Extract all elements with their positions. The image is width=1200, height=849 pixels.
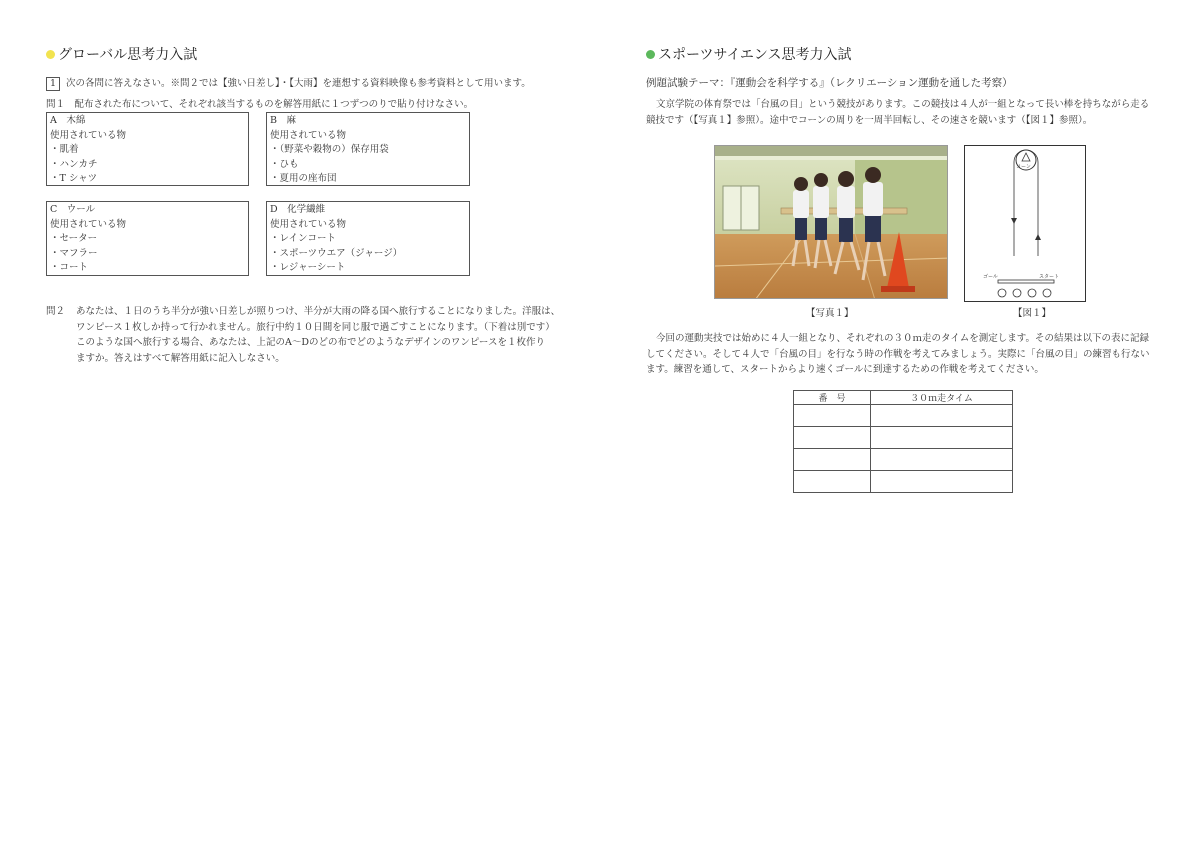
- fabric-box-a: A 木綿 使用されている物 ・肌着 ・ハンカチ ・T シャツ: [46, 112, 249, 186]
- number-cell: [794, 427, 871, 449]
- number-cell: [794, 405, 871, 427]
- left-section-title: グローバル思考力入試: [46, 44, 197, 64]
- relay-photo: [714, 145, 948, 299]
- table-header-time: ３０ｍ走タイム: [871, 391, 1013, 405]
- fabric-box-d: D 化学繊維 使用されている物 ・レインコート ・スポーツウエア（ジャージ） ・レジャーシート: [266, 201, 470, 276]
- photo-caption: 【写真１】: [806, 308, 854, 319]
- question-instruction: 1 次の各問に答えなさい。※問２では【強い日差し】・【大雨】を連想する資料映像も参考資料として用います。: [46, 76, 531, 91]
- time-cell: [871, 471, 1013, 493]
- time-cell: [871, 405, 1013, 427]
- number-cell: [794, 471, 871, 493]
- table-row: [794, 427, 1013, 449]
- course-diagram: [964, 145, 1086, 302]
- yellow-dot-icon: [46, 50, 55, 59]
- right-section-title: スポーツサイエンス思考力入試: [646, 44, 851, 64]
- fabric-box-c: C ウール 使用されている物 ・セーター ・マフラー ・コート: [46, 201, 249, 276]
- question-number-box: 1: [46, 77, 60, 91]
- fabric-box-b: B 麻 使用されている物 ・（野菜や穀物の）保存用袋 ・ひも ・夏用の座布団: [266, 112, 470, 186]
- intro-paragraph: 文京学院の体育祭では「台風の目」という競技があります。この競技は４人が一組となって長い棒を持ちながら走る 競技です（【写真１】参照）。途中でコーンの周りを一周半回転し、その速さを競います（【図１】参照）。: [646, 99, 1150, 126]
- time-cell: [871, 449, 1013, 471]
- table-row: [794, 471, 1013, 493]
- sprint-time-table: [793, 390, 1013, 493]
- time-cell: [871, 427, 1013, 449]
- table-header-number: 番 号: [794, 391, 871, 405]
- table-row: [794, 405, 1013, 427]
- question-2-label: 問２: [46, 306, 66, 317]
- goal-label: ゴール: [983, 274, 998, 280]
- start-label: スタート: [1039, 274, 1060, 280]
- exam-theme: 例題試験テーマ：『運動会を科学する』（レクリエーション運動を通した考察）: [646, 77, 1013, 89]
- body-paragraph: 今回の運動実技では始めに４人一組となり、それぞれの３０ｍ走のタイムを測定します。その結果は以下の表に記録 してください。そして４人で「台風の目」を行なう時の作戦を考えてみましょう。実際に「台風の目」の練習も行ない ます。練習を通して、スタートからより速くゴールに到達するための作戦を考えてください。: [646, 333, 1150, 375]
- table-row: [794, 449, 1013, 471]
- green-dot-icon: [646, 50, 655, 59]
- number-cell: [794, 449, 871, 471]
- figure-caption: 【図１】: [1013, 308, 1052, 319]
- question-2-text: あなたは、１日のうち半分が強い日差しが照りつけ、半分が大雨の降る国へ旅行することになりました。洋服は、 ワンピース１枚しか持って行かれません。旅行中約１０日間を同じ服で過ごすことになります。（下着は別です） このような国へ旅行する場合、あなたは、上記のA〜Dのどの布でどのようなデザインのワンピースを１枚作り ますか。答えはすべて解答用紙に記入しなさい。: [76, 306, 561, 364]
- cone-label: コーン: [1016, 164, 1031, 170]
- question-1: 問１ 配布された布について、それぞれ該当するものを解答用紙に１つずつのりで貼り付けなさい。: [46, 99, 474, 110]
